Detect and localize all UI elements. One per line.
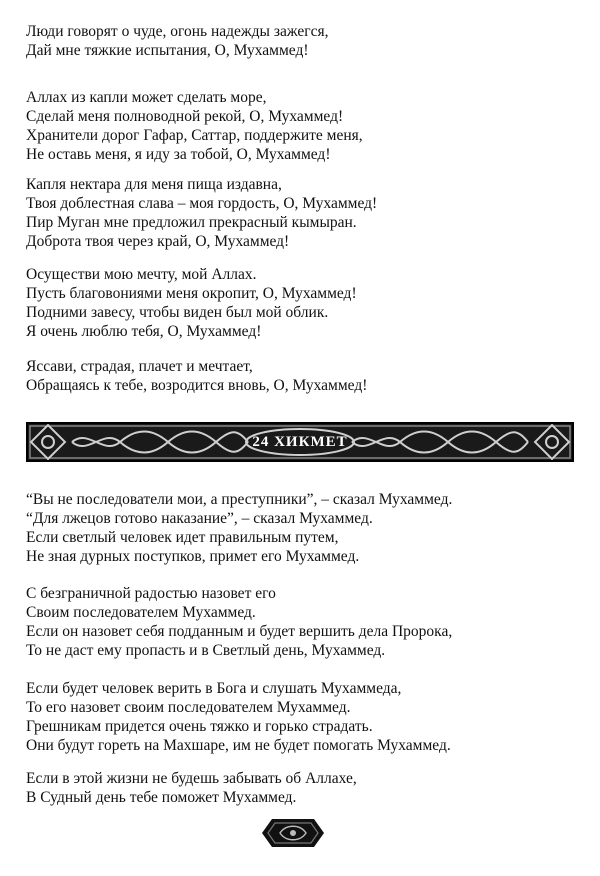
- verse-line: Капля нектара для меня пища издавна,: [26, 176, 282, 193]
- verse-line: Дай мне тяжкие испытания, О, Мухаммед!: [26, 42, 309, 59]
- verse-line: Аллах из капли может сделать море,: [26, 89, 267, 106]
- verse-line: Своим последователем Мухаммед.: [26, 604, 256, 621]
- stanza-1: [26, 22, 586, 60]
- verse-line: Люди говорят о чуде, огонь надежды зажегся,: [26, 23, 329, 40]
- verse-line: С безграничной радостью назовет его: [26, 585, 276, 602]
- stanza-4: [26, 265, 586, 341]
- stanza-5: [26, 357, 586, 395]
- verse-line: Осуществи мою мечту, мой Аллах.: [26, 266, 257, 283]
- verse-line: Они будут гореть на Махшаре, им не будет помогать Мухаммед.: [26, 737, 451, 754]
- verse-line: “Для лжецов готово наказание”, – сказал Мухаммед.: [26, 510, 373, 527]
- verse-line: Доброта твоя через край, О, Мухаммед!: [26, 233, 290, 250]
- stanza-3: [26, 175, 586, 251]
- stanza-2: [26, 88, 586, 164]
- verse-line: Пусть благовониями меня окропит, О, Мухаммед!: [26, 285, 357, 302]
- section-title: 24 ХИКМЕТ: [252, 434, 348, 450]
- verse-line: Яссави, страдая, плачет и мечтает,: [26, 358, 253, 375]
- stanza-6: [26, 490, 586, 566]
- verse-line: Если будет человек верить в Бога и слушать Мухаммеда,: [26, 680, 402, 697]
- verse-line: Не оставь меня, я иду за тобой, О, Мухаммед!: [26, 146, 331, 163]
- verse-line: “Вы не последователи мои, а преступники”, – сказал Мухаммед.: [26, 491, 453, 508]
- verse-line: Если светлый человек идет правильным путем,: [26, 529, 339, 546]
- verse-line: Если в этой жизни не будешь забывать об Аллахе,: [26, 770, 357, 787]
- verse-line: То его назовет своим последователем Мухаммед.: [26, 699, 351, 716]
- verse-line: Не зная дурных поступков, примет его Мухаммед.: [26, 548, 360, 565]
- verse-line: В Судный день тебе поможет Мухаммед.: [26, 789, 297, 806]
- stanza-9: [26, 769, 586, 807]
- verse-line: Хранители дорог Гафар, Саттар, поддержите меня,: [26, 127, 363, 144]
- verse-line: Сделай меня полноводной рекой, О, Мухаммед!: [26, 108, 344, 125]
- verse-line: Грешникам придется очень тяжко и горько страдать.: [26, 718, 373, 735]
- section-banner: [26, 422, 574, 462]
- page-ornament-icon: [260, 816, 326, 850]
- verse-line: Пир Муган мне предложил прекрасный кымыран.: [26, 214, 357, 231]
- verse-line: Твоя доблестная слава – моя гордость, О, Мухаммед!: [26, 195, 378, 212]
- stanza-8: [26, 679, 586, 755]
- verse-line: То не даст ему пропасть и в Светлый день, Мухаммед.: [26, 642, 386, 659]
- verse-line: Я очень люблю тебя, О, Мухаммед!: [26, 323, 262, 340]
- verse-line: Если он назовет себя подданным и будет вершить дела Пророка,: [26, 623, 453, 640]
- stanza-7: [26, 584, 586, 660]
- verse-line: Подними завесу, чтобы виден был мой облик.: [26, 304, 329, 321]
- verse-line: Обращаясь к тебе, возродится вновь, О, Мухаммед!: [26, 377, 368, 394]
